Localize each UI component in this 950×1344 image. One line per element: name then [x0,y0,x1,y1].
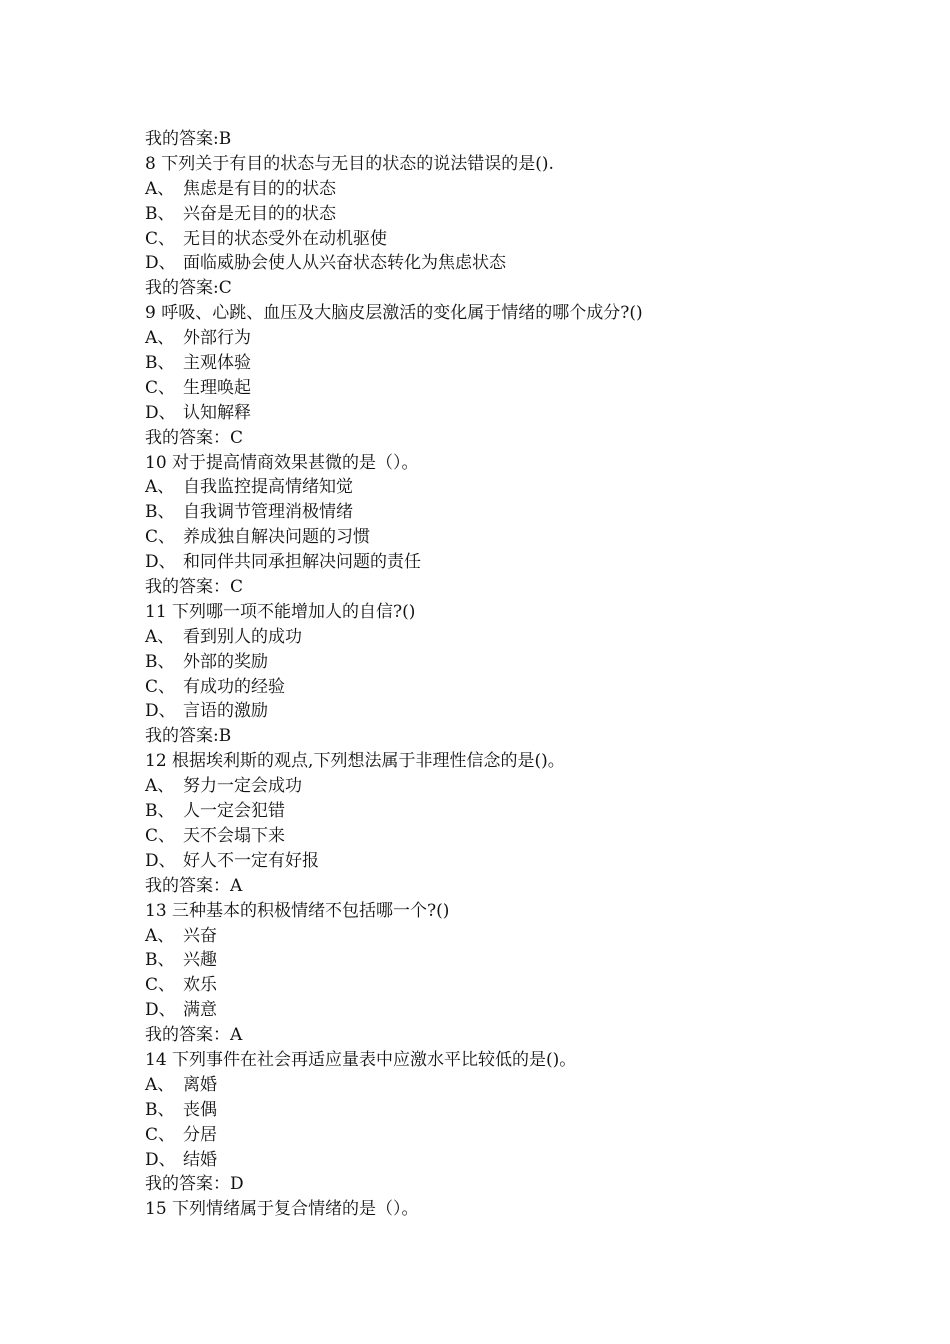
option-letter: A、 [145,776,175,797]
answer-line: 我的答案:B [145,129,232,149]
question-14-option-b [145,1098,905,1123]
option-text: 人一定会犯错 [183,801,285,822]
option-letter: A、 [145,178,175,199]
question-13-answer: 我的答案：A [145,1025,243,1046]
option-letter: B、 [145,203,175,224]
question-10-answer: 我的答案：C [145,577,244,598]
question-11-option-b [145,650,905,675]
question-9-option-d [145,401,905,426]
option-text: 自我监控提高情绪知觉 [183,477,353,498]
option-letter: C、 [145,377,176,398]
option-letter: A、 [145,925,175,946]
option-text: 天不会塌下来 [183,825,285,846]
question-9-text: 9 呼吸、心跳、血压及大脑皮层激活的变化属于情绪的哪个成分?() [145,303,643,324]
option-text: 好人不一定有好报 [183,850,319,871]
question-14-option-d [145,1148,905,1173]
option-text: 结婚 [183,1149,217,1170]
question-14-answer: 我的答案：D [145,1174,244,1195]
question-13-option-c [145,973,905,998]
question-13-option-d [145,998,905,1023]
option-letter: D、 [145,402,176,423]
option-text: 离婚 [183,1074,217,1095]
question-12-text: 12 根据埃利斯的观点,下列想法属于非理性信念的是()。 [145,751,565,772]
option-letter: C、 [145,527,176,548]
question-11-text: 11 下列哪一项不能增加人的自信?() [145,601,416,622]
question-9-answer: 我的答案：C [145,427,244,448]
question-11-option-d [145,699,905,724]
question-10-text: 10 对于提高情商效果甚微的是（）。 [145,452,419,473]
option-letter: A、 [145,477,175,498]
option-text: 看到别人的成功 [183,626,302,647]
option-text: 努力一定会成功 [183,776,302,797]
document-page [145,127,905,1222]
question-9-option-b [145,351,905,376]
option-text: 主观体验 [183,353,251,374]
option-text: 欢乐 [183,975,217,996]
question-14-option-c [145,1123,905,1148]
option-letter: D、 [145,850,176,871]
option-letter: B、 [145,651,175,672]
question-12-option-a [145,774,905,799]
option-text: 面临威胁会使人从兴奋状态转化为焦虑状态 [183,253,506,274]
option-letter: C、 [145,825,176,846]
question-15-text: 15 下列情绪属于复合情绪的是（）。 [145,1199,419,1220]
option-text: 焦虑是有目的的状态 [183,178,336,199]
option-text: 丧偶 [183,1099,217,1120]
question-9-option-c [145,376,905,401]
option-letter: C、 [145,228,176,249]
option-letter: A、 [145,1074,175,1095]
option-text: 外部的奖励 [183,651,268,672]
option-text: 外部行为 [183,328,251,349]
option-letter: D、 [145,552,176,573]
option-text: 分居 [183,1124,217,1145]
question-11-option-c [145,675,905,700]
option-text: 有成功的经验 [183,676,285,697]
question-12-option-d [145,849,905,874]
option-letter: D、 [145,701,176,722]
option-letter: B、 [145,502,175,523]
option-text: 和同伴共同承担解决问题的责任 [183,552,421,573]
question-10-option-a [145,475,905,500]
question-8-option-d [145,251,905,276]
option-text: 兴奋 [183,925,217,946]
option-text: 兴趣 [183,950,217,971]
option-letter: A、 [145,626,175,647]
option-text: 言语的激励 [183,701,268,722]
option-letter: C、 [145,975,176,996]
option-letter: B、 [145,353,175,374]
question-9-option-a [145,326,905,351]
question-14-option-a [145,1073,905,1098]
question-10-option-c [145,525,905,550]
option-text: 生理唤起 [183,377,251,398]
question-8-option-a [145,177,905,202]
question-14-text: 14 下列事件在社会再适应量表中应激水平比较低的是()。 [145,1049,577,1070]
option-letter: D、 [145,253,176,274]
option-text: 满意 [183,1000,217,1021]
question-11-option-a [145,625,905,650]
question-13-option-b [145,948,905,973]
option-letter: B、 [145,1099,175,1120]
question-12-option-b [145,799,905,824]
question-8-answer: 我的答案:C [145,278,232,299]
option-letter: C、 [145,676,176,697]
question-12-option-c [145,824,905,849]
option-text: 自我调节管理消极情绪 [183,502,353,523]
option-letter: B、 [145,950,175,971]
option-letter: B、 [145,801,175,822]
question-8-option-c [145,227,905,252]
question-10-option-d [145,550,905,575]
option-letter: A、 [145,328,175,349]
option-text: 认知解释 [183,402,251,423]
option-letter: D、 [145,1000,176,1021]
question-8-text: 8 下列关于有目的状态与无目的状态的说法错误的是(). [145,153,554,174]
option-letter: D、 [145,1149,176,1170]
option-text: 兴奋是无目的的状态 [183,203,336,224]
question-11-answer: 我的答案:B [145,726,232,747]
question-10-option-b [145,500,905,525]
option-text: 无目的状态受外在动机驱使 [183,228,387,249]
question-8-option-b [145,202,905,227]
question-12-answer: 我的答案：A [145,875,243,896]
question-13-option-a [145,924,905,949]
option-letter: C、 [145,1124,176,1145]
option-text: 养成独自解决问题的习惯 [183,527,370,548]
question-13-text: 13 三种基本的积极情绪不包括哪一个?() [145,900,450,921]
